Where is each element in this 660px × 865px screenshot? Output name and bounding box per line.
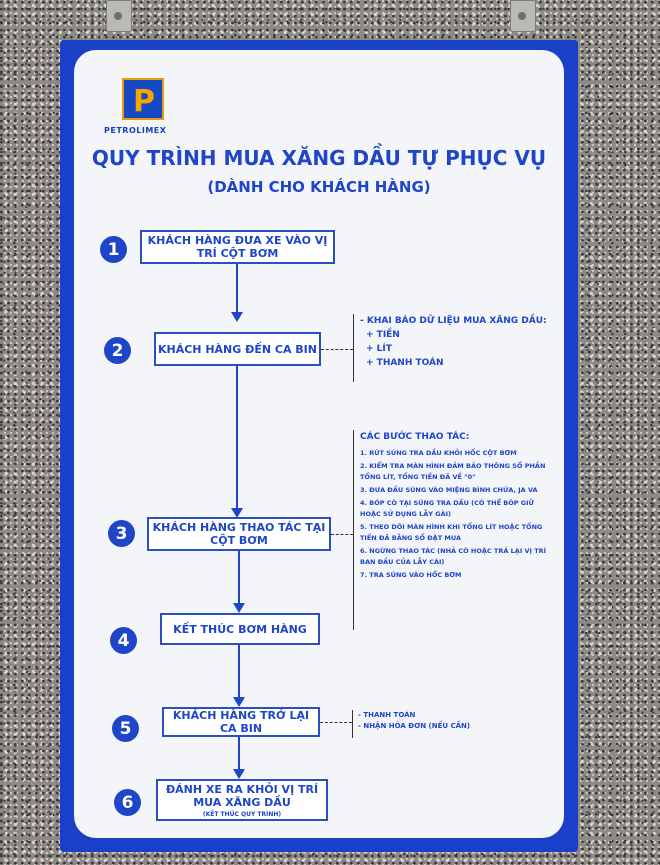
step-5-label: KHÁCH HÀNG TRỞ LẠI CA BIN bbox=[172, 709, 310, 735]
sign-subtitle: (DÀNH CHO KHÁCH HÀNG) bbox=[207, 178, 431, 196]
step-3-number: 3 bbox=[108, 520, 135, 547]
return-info-bracket bbox=[352, 710, 353, 738]
operations-bracket bbox=[353, 430, 354, 630]
cabin-info bbox=[360, 314, 547, 370]
step-3-label: KHÁCH HÀNG THAO TÁC TẠI CỘT BƠM bbox=[152, 521, 326, 547]
step-5-connector bbox=[320, 722, 352, 723]
operation-step: 5. THEO DÕI MÀN HÌNH KHI TỔNG LÍT HOẶC TỔNG TIỀN ĐÃ BẰNG SỐ ĐẶT MUA bbox=[360, 523, 543, 542]
arrow-2-3 bbox=[236, 366, 238, 516]
arrow-4-5 bbox=[238, 645, 240, 705]
return-info-item: - NHẬN HÓA ĐƠN (NẾU CẦN) bbox=[358, 722, 471, 730]
step-5-number: 5 bbox=[112, 715, 139, 742]
operations-heading: CÁC BƯỚC THAO TÁC: bbox=[360, 432, 470, 442]
arrow-3-4 bbox=[238, 551, 240, 611]
step-4-number: 4 bbox=[110, 627, 137, 654]
step-6-box bbox=[156, 779, 328, 821]
cabin-info-item: + THANH TOÁN bbox=[366, 358, 444, 368]
operation-step: 1. RÚT SÚNG TRA DẦU KHỎI HỐC CỘT BƠM bbox=[360, 449, 517, 457]
sign-panel bbox=[74, 50, 564, 838]
step-6-label: ĐÁNH XE RA KHỎI VỊ TRÍ MUA XĂNG DẦU bbox=[165, 782, 319, 809]
cabin-info-item: + LÍT bbox=[366, 344, 392, 354]
operation-step: 3. ĐƯA ĐẦU SÚNG VÀO MIỆNG BÌNH CHỨA, JA VA bbox=[360, 486, 538, 494]
arrow-5-6 bbox=[238, 737, 240, 777]
step-3-box bbox=[147, 517, 331, 551]
step-2-connector bbox=[321, 349, 353, 350]
sign-title: QUY TRÌNH MUA XĂNG DẦU TỰ PHỤC VỤ bbox=[91, 146, 547, 170]
step-2-box bbox=[154, 332, 321, 366]
cabin-info-item: + TIỀN bbox=[366, 330, 400, 340]
step-2-number: 2 bbox=[104, 337, 131, 364]
operation-step: 2. KIỂM TRA MÀN HÌNH ĐẢM BẢO THÔNG SỐ PHẦN TỔNG LÍT, TỔNG TIỀN ĐÃ VỀ "0" bbox=[360, 462, 546, 481]
step-4-box bbox=[160, 613, 320, 645]
arrow-1-2 bbox=[236, 264, 238, 320]
return-info-item: - THANH TOÁN bbox=[358, 711, 416, 719]
mounting-bracket-right bbox=[510, 0, 536, 32]
step-1-number: 1 bbox=[100, 236, 127, 263]
step-5-box bbox=[162, 707, 320, 737]
operation-step: 4. BÓP CÒ TẠI SÚNG TRA DẦU (CÓ THỂ BÓP GIỮ HOẶC SỬ DỤNG LẪY GÀI) bbox=[360, 499, 534, 518]
step-1-box bbox=[140, 230, 335, 264]
step-2-label: KHÁCH HÀNG ĐẾN CA BIN bbox=[157, 342, 317, 356]
step-6-note: (KẾT THÚC QUY TRÌNH) bbox=[202, 810, 282, 818]
step-1-label: KHÁCH HÀNG ĐƯA XE VÀO VỊ TRÍ CỘT BƠM bbox=[147, 234, 328, 260]
step-6-number: 6 bbox=[114, 789, 141, 816]
operations-list bbox=[360, 432, 555, 583]
petrolimex-logo-icon bbox=[122, 78, 164, 120]
step-4-label: KẾT THÚC BƠM HÀNG bbox=[173, 622, 307, 636]
mounting-bracket-left bbox=[106, 0, 132, 32]
cabin-info-heading: - KHAI BÁO DỮ LIỆU MUA XĂNG DẦU: bbox=[360, 316, 547, 326]
logo-letter-icon: P bbox=[133, 84, 155, 119]
cabin-info-bracket bbox=[353, 314, 354, 382]
operation-step: 6. NGỪNG THAO TÁC (NHẢ CÒ HOẶC TRẢ LẠI VỊ TRÍ BAN ĐẦU CỦA LẪY CÀI) bbox=[360, 547, 547, 566]
step-3-connector bbox=[331, 534, 353, 535]
operation-step: 7. TRA SÚNG VÀO HỐC BƠM bbox=[360, 571, 462, 579]
return-info bbox=[358, 710, 470, 732]
sign-board bbox=[60, 40, 578, 852]
brand-name: PETROLIMEX bbox=[104, 126, 167, 135]
